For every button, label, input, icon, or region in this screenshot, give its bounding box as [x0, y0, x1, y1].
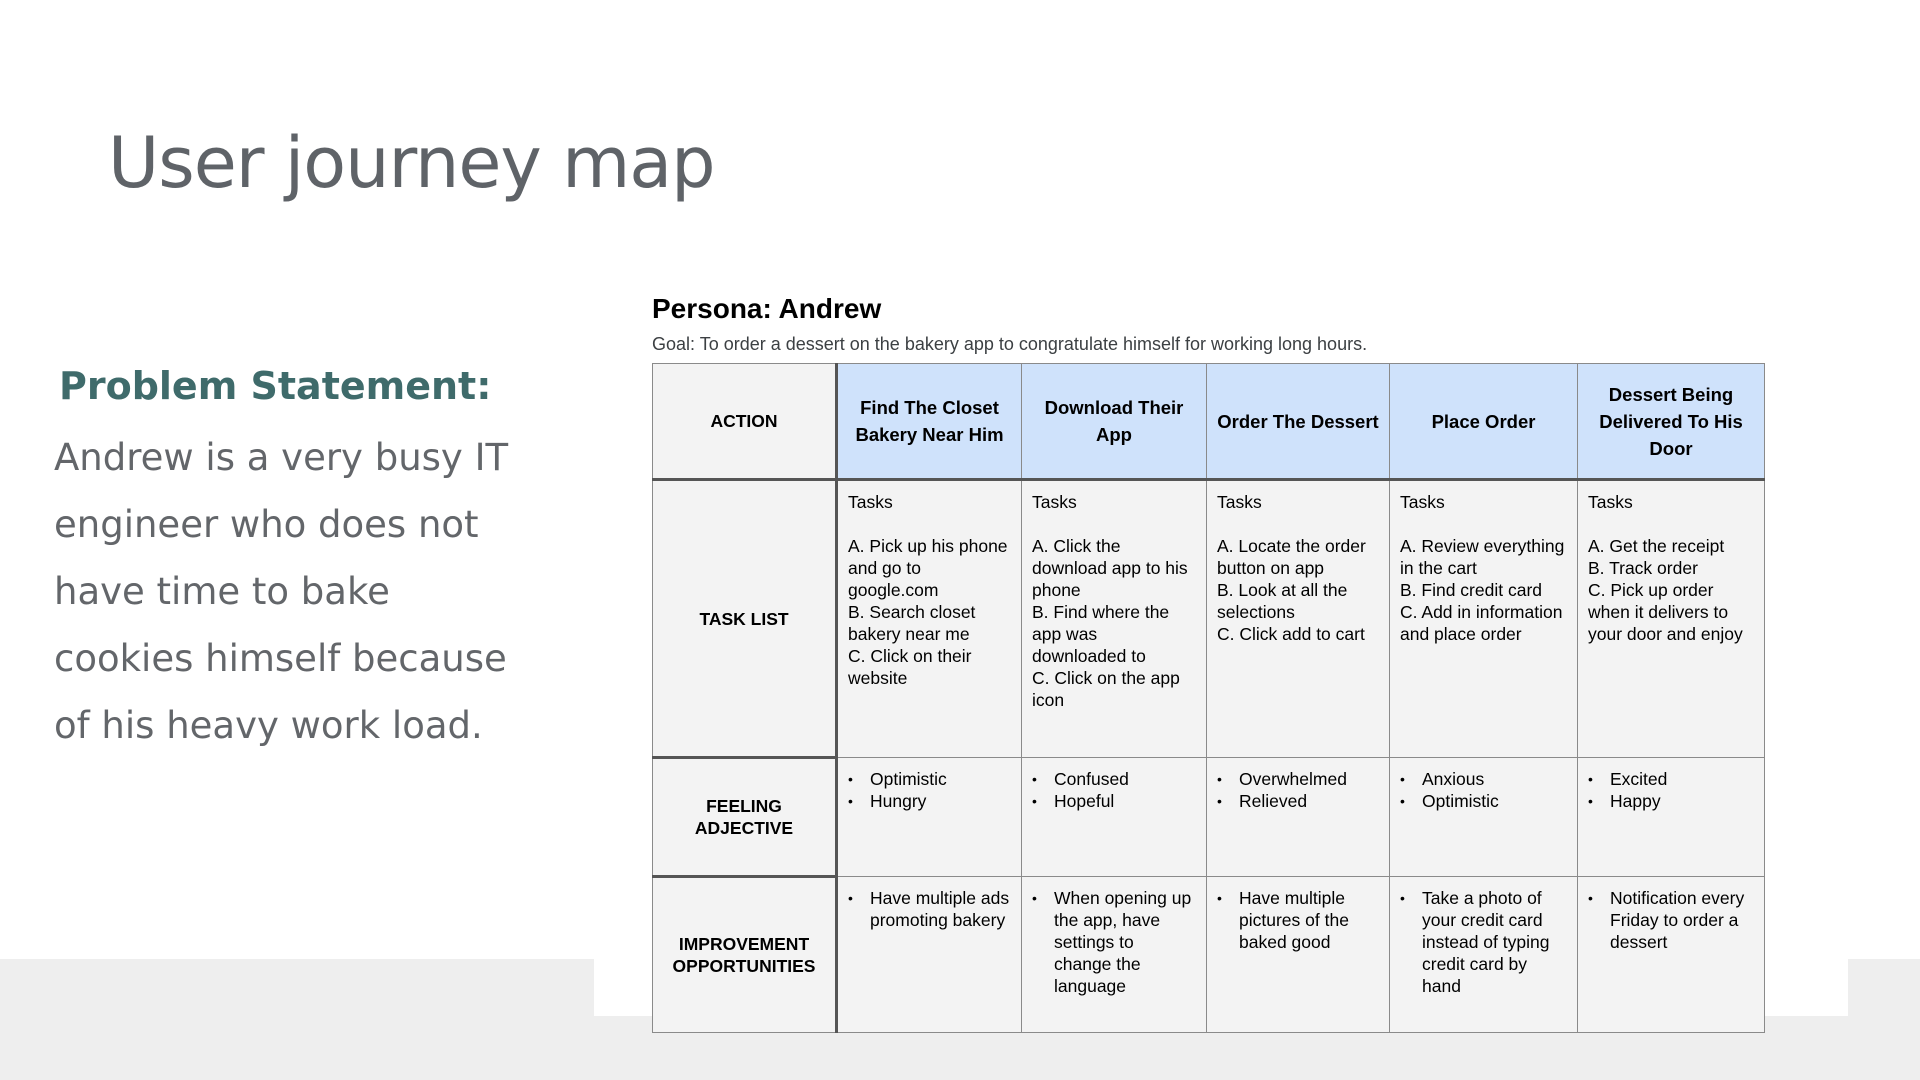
task-item: A. Get the receipt: [1588, 536, 1725, 556]
feeling-row: [653, 758, 1765, 877]
task-item: B. Look at all the selections: [1217, 580, 1348, 622]
action-row: [653, 364, 1765, 480]
task-item: C. Click on the app icon: [1032, 668, 1180, 710]
problem-statement-heading: Problem Statement:: [59, 364, 492, 408]
tasks-label: Tasks: [1400, 492, 1445, 512]
task-cell: [1207, 480, 1390, 758]
task-item: C. Click add to cart: [1217, 624, 1365, 644]
improvement-list: [1032, 887, 1196, 997]
feeling-cell: [1578, 758, 1765, 877]
feeling-item: • Relieved: [1239, 790, 1379, 812]
improvement-cell: [1390, 877, 1578, 1033]
persona-title: Persona: Andrew: [652, 293, 882, 324]
feeling-list: [1400, 768, 1567, 812]
stage-header: Place Order: [1390, 364, 1578, 480]
slide-title: User journey map: [108, 122, 715, 204]
task-item: C. Add in information and place order: [1400, 602, 1563, 644]
task-item: B. Find credit card: [1400, 580, 1542, 600]
improvement-cell: [837, 877, 1022, 1033]
improvement-cell: [1578, 877, 1765, 1033]
improvement-list: [848, 887, 1011, 931]
feeling-cell: [1390, 758, 1578, 877]
feeling-list: [848, 768, 1011, 812]
improvement-item: • When opening up the app, have settings to change the language: [1054, 887, 1196, 997]
improvement-list: [1588, 887, 1754, 953]
improvement-list: [1217, 887, 1379, 953]
feeling-item: • Hungry: [870, 790, 1011, 812]
improvement-item: • Have multiple pictures of the baked good: [1239, 887, 1379, 953]
feeling-list: [1217, 768, 1379, 812]
improvement-cell: [1022, 877, 1207, 1033]
row-header-action: ACTION: [653, 364, 837, 480]
improvement-row: [653, 877, 1765, 1033]
task-item: B. Track order: [1588, 558, 1698, 578]
feeling-item: • Excited: [1610, 768, 1754, 790]
improvement-item: • Have multiple ads promoting bakery: [870, 887, 1011, 931]
persona-goal: Goal: To order a dessert on the bakery app to congratulate himself for working long hours.: [652, 334, 1368, 354]
task-item: B. Search closet bakery near me: [848, 602, 976, 644]
row-header-feeling: FEELING ADJECTIVE: [653, 758, 837, 877]
improvement-cell: [1207, 877, 1390, 1033]
task-cell: [1578, 480, 1765, 758]
feeling-list: [1588, 768, 1754, 812]
task-cell: [837, 480, 1022, 758]
task-item: A. Click the download app to his phone: [1032, 536, 1188, 600]
task-item: A. Pick up his phone and go to google.com: [848, 536, 1008, 600]
stage-header: Order The Dessert: [1207, 364, 1390, 480]
journey-table: [652, 363, 1765, 1033]
task-item: B. Find where the app was downloaded to: [1032, 602, 1170, 666]
feeling-item: • Optimistic: [870, 768, 1011, 790]
task-list-row: [653, 480, 1765, 758]
feeling-item: • Anxious: [1422, 768, 1567, 790]
stage-header: Find The Closet Bakery Near Him: [837, 364, 1022, 480]
tasks-label: Tasks: [848, 492, 893, 512]
improvement-list: [1400, 887, 1567, 997]
row-header-improvement: IMPROVEMENT OPPORTUNITIES: [653, 877, 837, 1033]
feeling-item: • Happy: [1610, 790, 1754, 812]
task-item: A. Review everything in the cart: [1400, 536, 1565, 578]
task-cell: [1022, 480, 1207, 758]
feeling-cell: [1022, 758, 1207, 877]
stage-header: Download Their App: [1022, 364, 1207, 480]
feeling-item: • Optimistic: [1422, 790, 1567, 812]
tasks-label: Tasks: [1588, 492, 1633, 512]
task-item: A. Locate the order button on app: [1217, 536, 1366, 578]
stage-header: Dessert Being Delivered To His Door: [1578, 364, 1765, 480]
feeling-cell: [1207, 758, 1390, 877]
tasks-label: Tasks: [1217, 492, 1262, 512]
feeling-item: • Hopeful: [1054, 790, 1196, 812]
problem-statement-body: Andrew is a very busy IT engineer who does not have time to bake cookies himself because of his heavy work load.: [54, 436, 509, 747]
task-item: C. Pick up order when it delivers to your door and enjoy: [1588, 580, 1743, 644]
feeling-list: [1032, 768, 1196, 812]
improvement-item: • Notification every Friday to order a dessert: [1610, 887, 1754, 953]
row-header-task-list: TASK LIST: [653, 480, 837, 758]
feeling-item: • Overwhelmed: [1239, 768, 1379, 790]
task-cell: [1390, 480, 1578, 758]
improvement-item: • Take a photo of your credit card instead of typing credit card by hand: [1422, 887, 1567, 997]
feeling-cell: [837, 758, 1022, 877]
tasks-label: Tasks: [1032, 492, 1077, 512]
task-item: C. Click on their website: [848, 646, 972, 688]
feeling-item: • Confused: [1054, 768, 1196, 790]
